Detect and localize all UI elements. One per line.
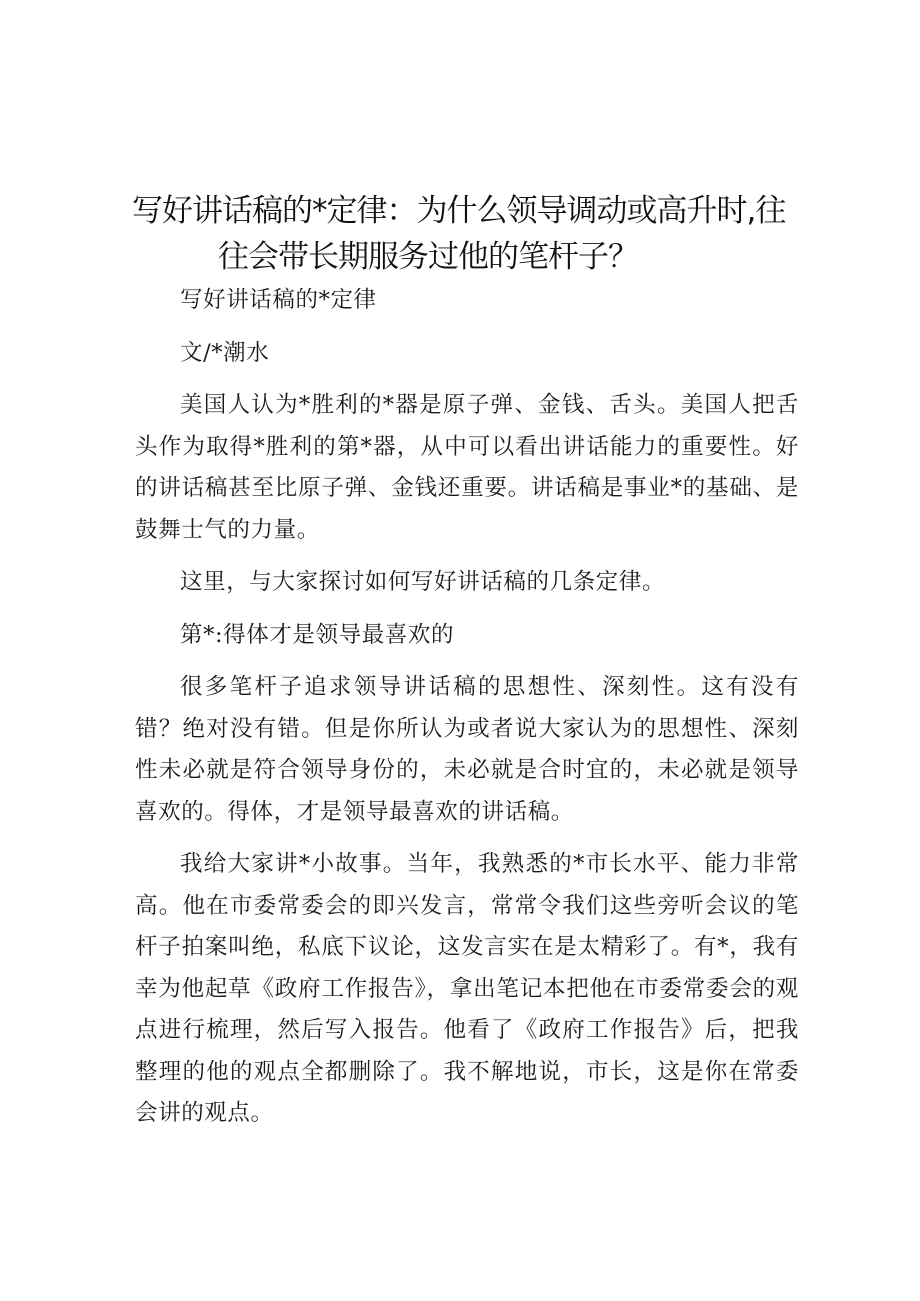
subtitle: 写好讲话稿的*定律	[180, 287, 377, 313]
document-title	[132, 188, 792, 280]
section-heading: 第*:得体才是领导最喜欢的	[180, 621, 455, 648]
paragraph-topic: 这里，与大家探讨如何写好讲话稿的几条定律。	[180, 569, 666, 595]
title-line-1: 写好讲话稿的*定律：为什么领导调动或高升时,往	[132, 193, 786, 229]
paragraph-argument: 很多笔杆子追求领导讲话稿的思想性、深刻性。这有没有错？绝对没有错。但是你所认为或者说大家认为的思想性、深刻性未必就是符合领导身份的，未必就是合时宜的，未必就是领导喜欢的。得体，才是领导最喜欢的讲话稿。	[135, 674, 799, 825]
paragraph-story: 我给大家讲*小故事。当年，我熟悉的*市长水平、能力非常高。他在市委常委会的即兴发言，常常令我们这些旁听会议的笔杆子拍案叫绝，私底下议论，这发言实在是太精彩了。有*，我有幸为他起草《政府工作报告》，拿出笔记本把他在市委常委会的观点进行梳理，然后写入报告。他看了《政府工作报告》后，把我整理的他的观点全都删除了。我不解地说，市长，这是你在常委会讲的观点。	[135, 851, 799, 1126]
document-body	[135, 280, 799, 1146]
author-line: 文/*潮水	[180, 339, 270, 366]
title-line-2: 往会带长期服务过他的笔杆子？	[218, 239, 638, 275]
paragraph-intro: 美国人认为*胜利的*器是原子弹、金钱、舌头。美国人把舌头作为取得*胜利的第*器，从中可以看出讲话能力的重要性。好的讲话稿甚至比原子弹、金钱还重要。讲话稿是事业*的基础、是鼓舞士气的力量。	[135, 392, 799, 543]
